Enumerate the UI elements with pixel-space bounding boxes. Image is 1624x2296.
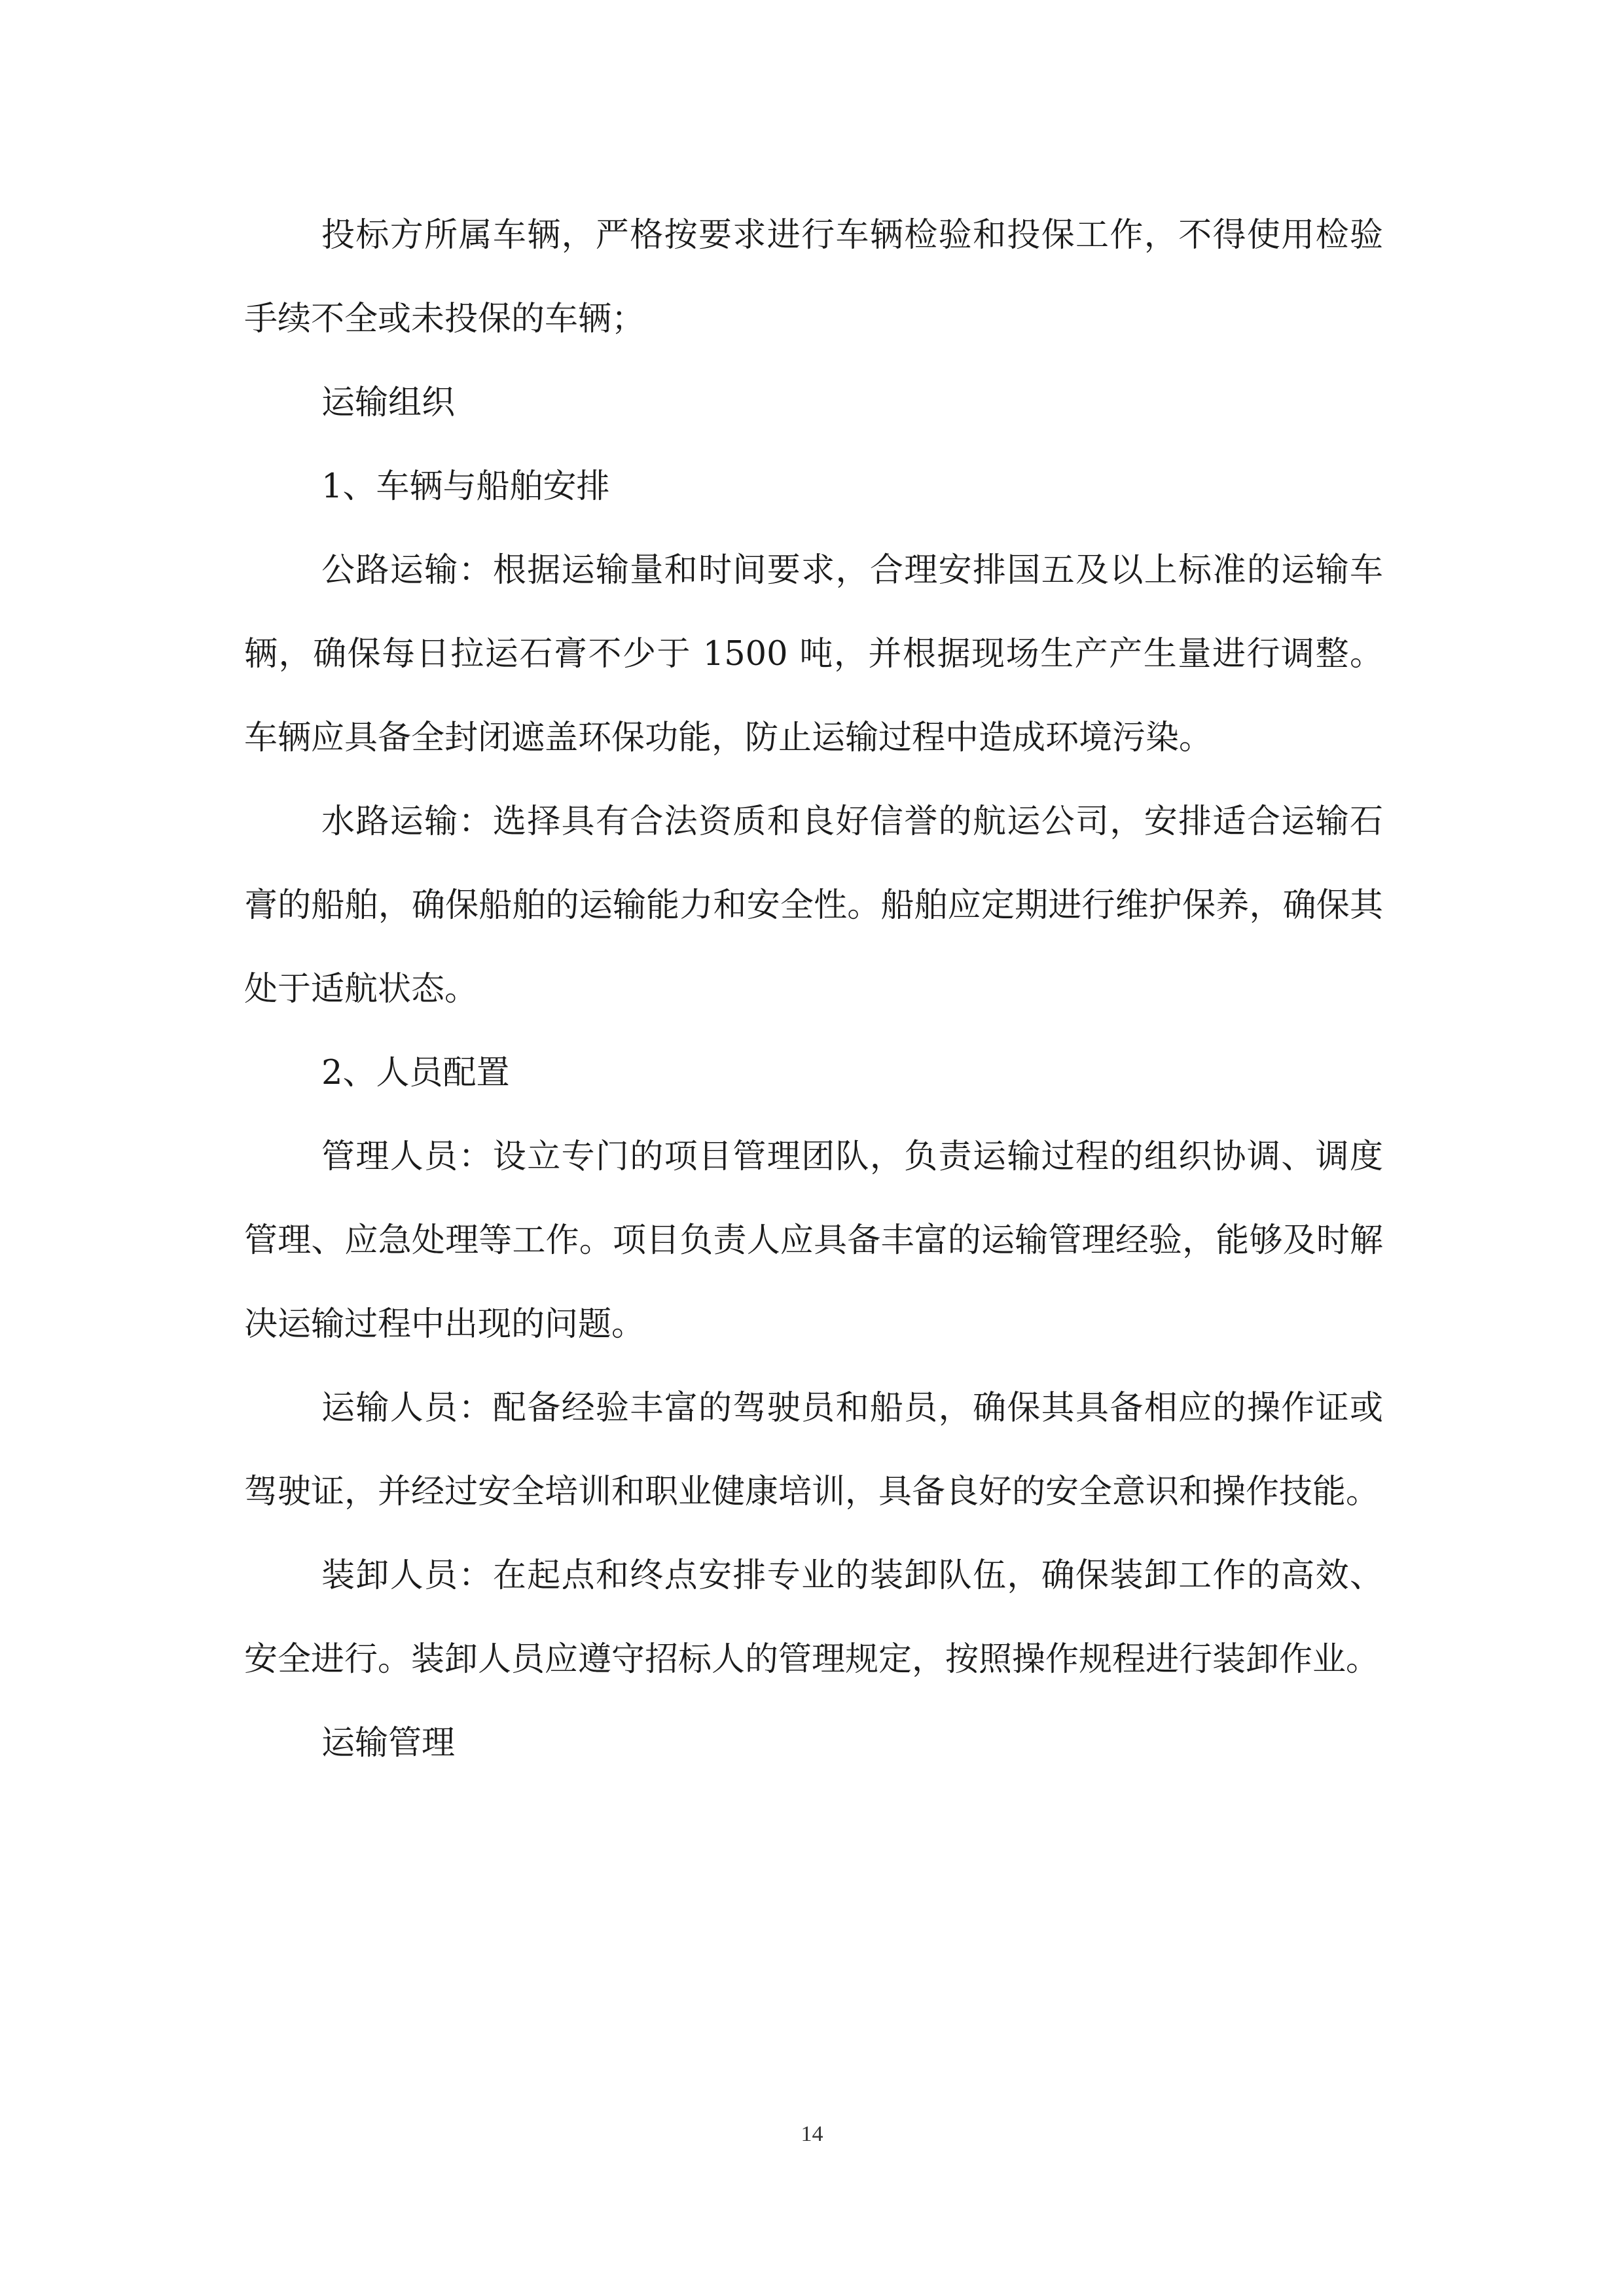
paragraph-water-transport: 水路运输：选择具有合法资质和良好信誉的航运公司，安排适合运输石膏的船舶，确保船舶的运输能力和安全性。船舶应定期进行维护保养，确保其处于适航状态。 bbox=[244, 802, 1383, 1009]
paragraph-vehicle-inspection: 投标方所属车辆，严格按要求进行车辆检验和投保工作，不得使用检验手续不全或未投保的车辆； bbox=[244, 216, 1383, 338]
paragraph-management-staff: 管理人员：设立专门的项目管理团队，负责运输过程的组织协调、调度管理、应急处理等工作。项目负责人应具备丰富的运输管理经验，能够及时解决运输过程中出现的问题。 bbox=[244, 1138, 1383, 1344]
heading-vehicle-ship-arrangement: 1、车辆与船舶安排 bbox=[321, 467, 610, 506]
page-number: 14 bbox=[801, 2122, 823, 2146]
heading-transport-management: 运输管理 bbox=[321, 1724, 456, 1763]
paragraph-loading-staff: 装卸人员：在起点和终点安排专业的装卸队伍，确保装卸工作的高效、安全进行。装卸人员应遵守招标人的管理规定，按照操作规程进行装卸作业。 bbox=[244, 1556, 1383, 1679]
heading-staffing: 2、人员配置 bbox=[321, 1054, 510, 1092]
paragraph-road-transport: 公路运输：根据运输量和时间要求，合理安排国五及以上标准的运输车辆，确保每日拉运石膏不少于 1500 吨，并根据现场生产产生量进行调整。车辆应具备全封闭遮盖环保功能，防止运输过程中造成环境污染。 bbox=[244, 551, 1383, 757]
heading-transport-organization: 运输组织 bbox=[321, 384, 456, 422]
body-text bbox=[244, 194, 1383, 1785]
paragraph-transport-staff: 运输人员：配备经验丰富的驾驶员和船员，确保其具备相应的操作证或驾驶证，并经过安全培训和职业健康培训，具备良好的安全意识和操作技能。 bbox=[244, 1389, 1383, 1511]
